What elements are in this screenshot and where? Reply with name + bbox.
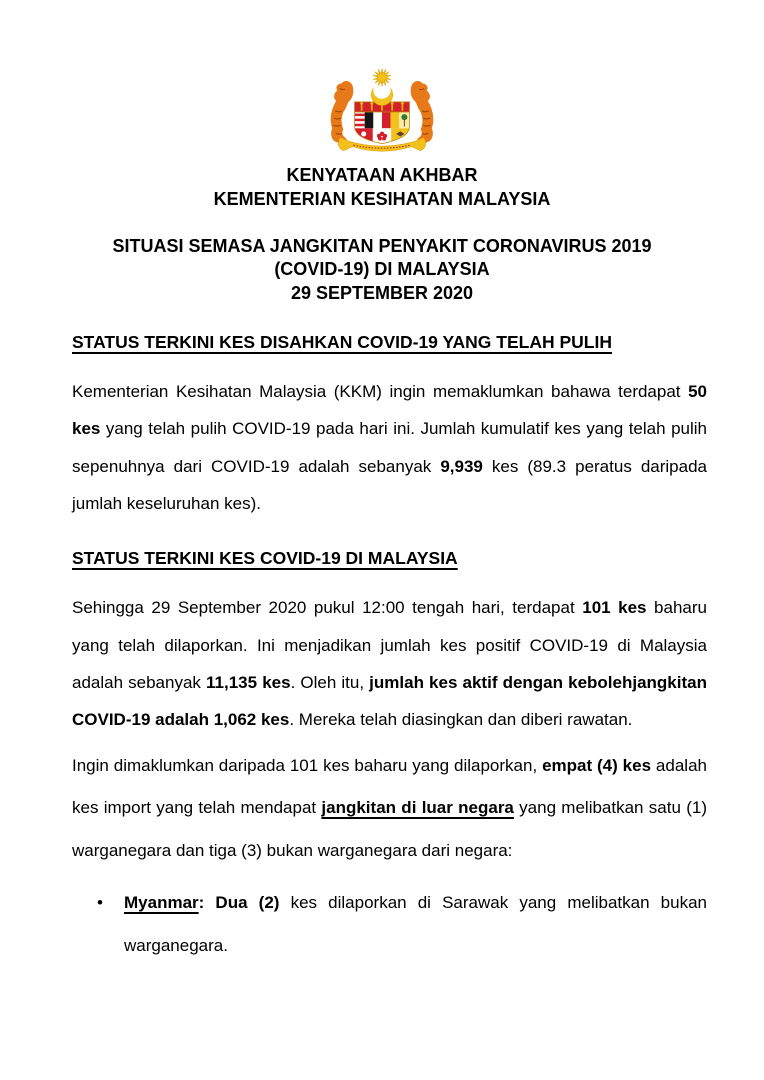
text-run: : Dua (2) (198, 893, 280, 913)
press-statement-title: KENYATAAN AKHBAR (286, 165, 478, 185)
ministry-name: KEMENTERIAN KESIHATAN MALAYSIA (213, 188, 551, 209)
text-run: kes (89.3 peratus daripada jumlah keseluruhan kes). (72, 456, 707, 513)
coat-of-arms-graphic (323, 62, 441, 158)
section-heading: STATUS TERKINI KES DISAHKAN COVID-19 YANG TELAH PULIH (72, 331, 612, 352)
malaysia-coat-of-arms (0, 0, 764, 158)
text-run: Myanmar (124, 893, 199, 913)
text-run: adalah kes import yang telah mendapat (72, 755, 707, 818)
text-run: 9,939 (440, 456, 483, 476)
text-run: Ingin dimaklumkan daripada 101 kes baharu yang dilaporkan, (72, 755, 543, 775)
paragraph (72, 373, 707, 523)
text-run: yang telah pulih COVID-19 pada hari ini. Jumlah kumulatif kes yang telah pulih sepenuhnya dari COVID-19 adalah sebanyak (72, 419, 707, 476)
text-run: yang melibatkan satu (1) warganegara dan tiga (3) bukan warganegara dari negara: (72, 798, 707, 860)
text-run: Sehingga 29 September 2020 pukul 12:00 tengah hari, terdapat (72, 598, 583, 618)
paragraph (72, 745, 707, 873)
text-run: . Oleh itu, (290, 673, 370, 693)
text-run: Kementerian Kesihatan Malaysia (KKM) ingin memaklumkan bahawa terdapat (72, 381, 689, 401)
document-body (0, 332, 764, 968)
bullet-icon: • (97, 893, 103, 913)
subject-date: 29 SEPTEMBER 2020 (290, 283, 474, 303)
subject-line-1: SITUASI SEMASA JANGKITAN PENYAKIT CORONAVIRUS 2019 (112, 235, 652, 256)
paragraph (72, 589, 707, 739)
text-run: 50 kes (72, 381, 707, 439)
text-run: kes dilaporkan di Sarawak yang melibatkan bukan warganegara. (124, 893, 707, 955)
text-run: baharu yang telah dilaporkan. Ini menjadikan jumlah kes positif COVID-19 di Malaysia adalah sebanyak (72, 598, 707, 693)
text-run: 11,135 kes (206, 673, 291, 693)
letterhead (0, 164, 764, 212)
fourteen-point-star-icon (373, 68, 391, 86)
text-run: jangkitan di luar negara (321, 798, 514, 818)
text-run: . Mereka telah diasingkan dan diberi rawatan. (289, 710, 633, 730)
text-run: empat (4) kes (542, 755, 652, 775)
section-heading: STATUS TERKINI KES COVID-19 DI MALAYSIA (72, 548, 458, 569)
bullet-text (124, 882, 707, 967)
subject-line-2: (COVID-19) DI MALAYSIA (274, 259, 490, 280)
document-subject (0, 235, 764, 306)
bullet-item (72, 882, 707, 967)
text-run: 101 kes (582, 598, 647, 618)
text-run: jumlah kes aktif dengan kebolehjangkitan COVID-19 adalah 1,062 kes (72, 673, 707, 730)
